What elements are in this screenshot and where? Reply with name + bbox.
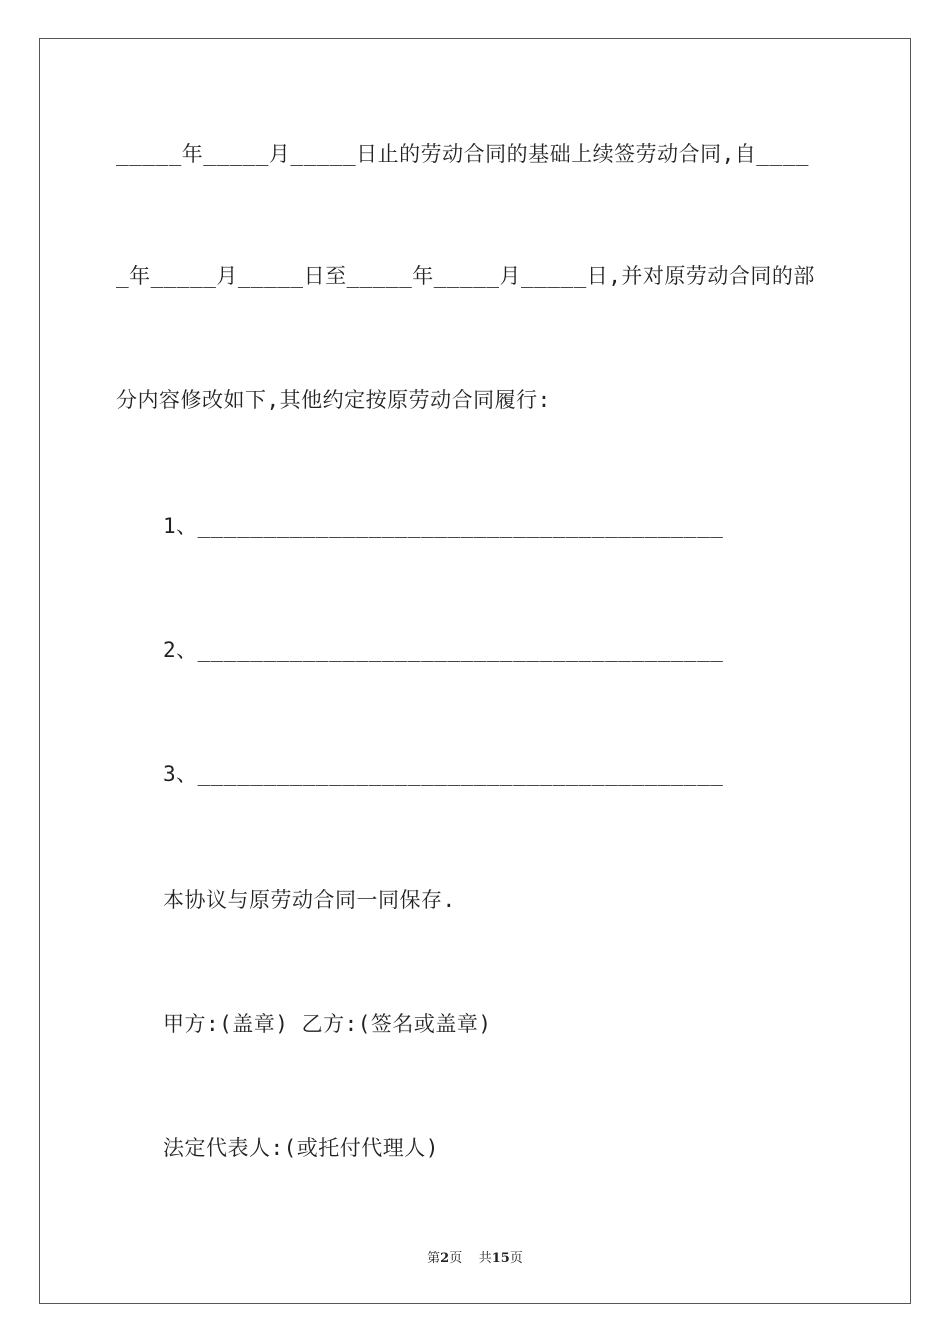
page-footer [0,1247,950,1266]
blank-item-2: 2、________________________________________ [163,638,724,662]
total-prefix: 共 [478,1251,492,1266]
paragraph-line-3: 分内容修改如下,其他约定按原劳动合同履行: [116,388,551,412]
retention-note: 本协议与原劳动合同一同保存. [163,888,456,912]
total-pages: 15 [491,1251,510,1266]
signature-parties: 甲方:(盖章) 乙方:(签名或盖章) [163,1012,492,1036]
page-suffix: 页 [449,1251,463,1266]
paragraph-line-2: _年_____月_____日至_____年_____月_____日,并对原劳动合同的部 [116,264,815,288]
blank-item-3: 3、________________________________________ [163,762,724,786]
legal-representative: 法定代表人:(或托付代理人) [163,1136,439,1160]
page-border [39,38,911,1304]
paragraph-line-1: _____年_____月_____日止的劳动合同的基础上续签劳动合同,自____ [116,142,809,166]
total-suffix: 页 [509,1251,523,1266]
blank-item-1: 1、________________________________________ [163,514,724,538]
page-prefix: 第 [427,1251,441,1266]
page-number: 2 [440,1251,450,1266]
